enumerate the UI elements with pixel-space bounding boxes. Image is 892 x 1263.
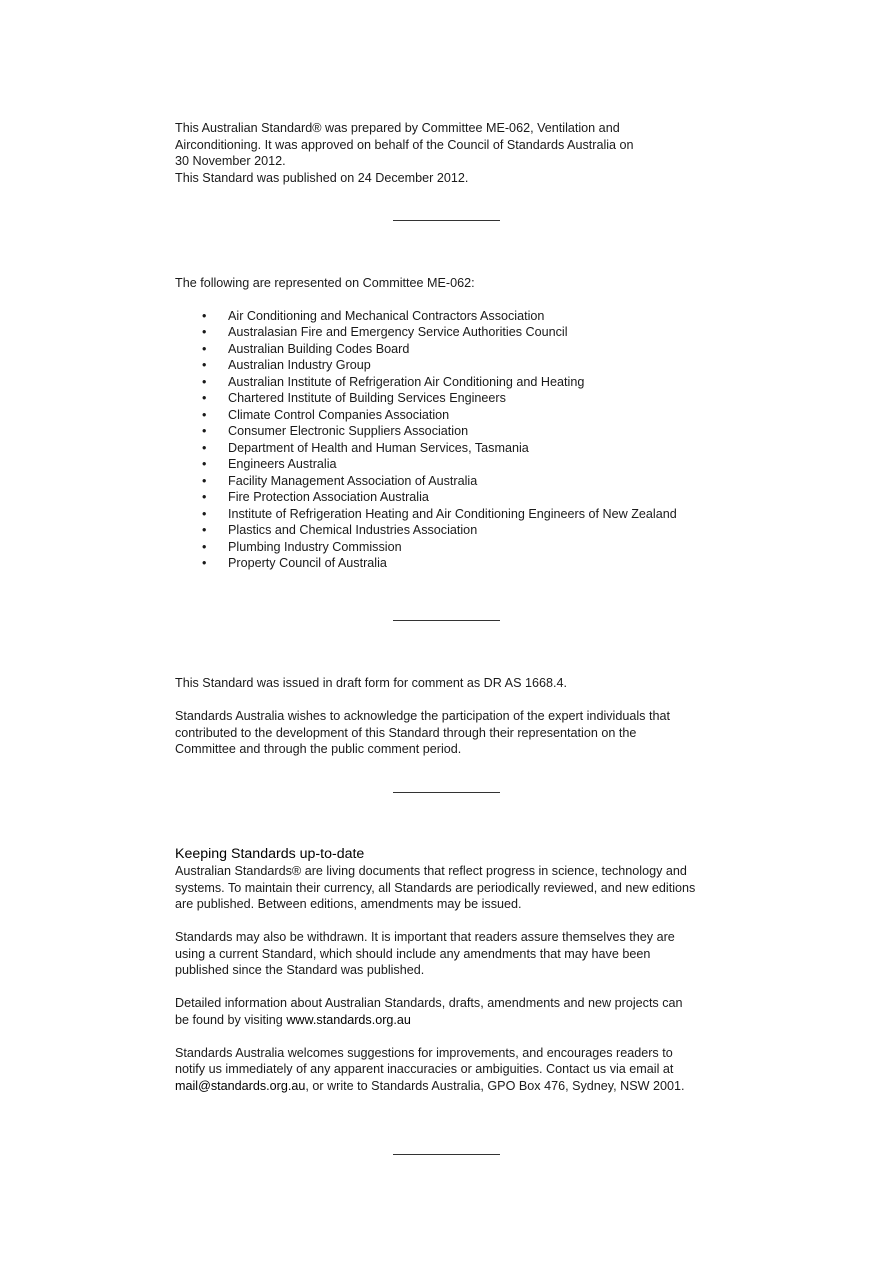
section-heading: Keeping Standards up-to-date bbox=[175, 846, 365, 862]
paragraph-line: published since the Standard was published. bbox=[175, 963, 425, 977]
list-item bbox=[175, 407, 735, 424]
paragraph-line: Australian Standards® are living documents that reflect progress in science, technology and bbox=[175, 864, 687, 878]
list-item bbox=[175, 341, 735, 358]
section-divider bbox=[393, 1154, 500, 1155]
list-item bbox=[175, 324, 735, 341]
list-item bbox=[175, 423, 735, 440]
approval-section bbox=[175, 120, 735, 186]
member-name: Air Conditioning and Mechanical Contractors Association bbox=[228, 308, 545, 323]
member-name: Property Council of Australia bbox=[228, 556, 387, 570]
member-name: Australian Industry Group bbox=[228, 358, 371, 372]
bullet-icon: • bbox=[202, 391, 207, 405]
list-item bbox=[175, 456, 735, 473]
paragraph-text: , or write to Standards Australia, GPO Box 476, Sydney, NSW 2001. bbox=[305, 1078, 685, 1093]
member-name: Plumbing Industry Commission bbox=[228, 539, 402, 554]
paragraph-line: using a current Standard, which should include any amendments that may have been bbox=[175, 946, 651, 961]
member-name: Plastics and Chemical Industries Association bbox=[228, 523, 478, 537]
bullet-icon: • bbox=[202, 358, 207, 372]
list-item bbox=[175, 374, 735, 391]
list-item bbox=[175, 308, 735, 325]
list-item bbox=[175, 522, 735, 539]
bullet-icon: • bbox=[202, 325, 207, 339]
bullet-icon: • bbox=[202, 539, 207, 554]
email-link[interactable]: mail@standards.org.au bbox=[175, 1078, 306, 1093]
member-name: Department of Health and Human Services, Tasmania bbox=[228, 440, 529, 455]
member-name: Engineers Australia bbox=[228, 457, 337, 471]
acknowledgement-line: Standards Australia wishes to acknowledge the participation of the expert individuals that bbox=[175, 709, 670, 723]
paragraph-line: systems. To maintain their currency, all Standards are periodically reviewed, and new editions bbox=[175, 880, 696, 895]
acknowledgement-line: Committee and through the public comment period. bbox=[175, 742, 462, 756]
bullet-icon: • bbox=[202, 341, 207, 356]
list-item bbox=[175, 440, 735, 457]
paragraph-line: are published. Between editions, amendments may be issued. bbox=[175, 897, 522, 911]
keeping-standards-section bbox=[175, 846, 735, 1094]
paragraph-line: notify us immediately of any apparent inaccuracies or ambiguities. Contact us via email at bbox=[175, 1062, 674, 1076]
bullet-icon: • bbox=[202, 308, 207, 323]
bullet-icon: • bbox=[202, 407, 207, 422]
committee-section bbox=[175, 275, 735, 572]
member-name: Australian Building Codes Board bbox=[228, 341, 410, 356]
publication-date: This Standard was published on 24 December 2012. bbox=[175, 170, 469, 185]
list-item bbox=[175, 489, 735, 506]
paragraph-text: be found by visiting bbox=[175, 1012, 287, 1027]
bullet-icon: • bbox=[202, 440, 207, 455]
list-item bbox=[175, 539, 735, 556]
section-divider bbox=[393, 220, 500, 221]
list-item bbox=[175, 555, 735, 572]
website-link[interactable]: www.standards.org.au bbox=[286, 1012, 411, 1027]
member-name: Institute of Refrigeration Heating and Air Conditioning Engineers of New Zealand bbox=[228, 506, 677, 521]
bullet-icon: • bbox=[202, 473, 207, 488]
bullet-icon: • bbox=[202, 556, 207, 570]
acknowledgement-line: contributed to the development of this Standard through their representation on the bbox=[175, 725, 637, 740]
member-name: Australian Institute of Refrigeration Air Conditioning and Heating bbox=[228, 374, 585, 389]
member-name: Australasian Fire and Emergency Service Authorities Council bbox=[228, 325, 568, 339]
member-name: Facility Management Association of Australia bbox=[228, 473, 478, 488]
paragraph-line: Detailed information about Australian Standards, drafts, amendments and new projects can bbox=[175, 996, 683, 1010]
draft-section bbox=[175, 675, 735, 758]
paragraph-line bbox=[175, 1078, 735, 1095]
list-item bbox=[175, 390, 735, 407]
member-name: Chartered Institute of Building Services Engineers bbox=[228, 391, 506, 405]
list-item bbox=[175, 473, 735, 490]
member-name: Consumer Electronic Suppliers Association bbox=[228, 424, 469, 438]
paragraph-line: Standards Australia welcomes suggestions for improvements, and encourages readers to bbox=[175, 1045, 673, 1060]
member-name: Fire Protection Association Australia bbox=[228, 490, 429, 504]
bullet-icon: • bbox=[202, 457, 207, 471]
paragraph-line bbox=[175, 1012, 735, 1029]
committee-member-list bbox=[175, 308, 735, 572]
bullet-icon: • bbox=[202, 506, 207, 521]
approval-line: This Australian Standard® was prepared by Committee ME-062, Ventilation and bbox=[175, 121, 620, 135]
bullet-icon: • bbox=[202, 424, 207, 438]
paragraph-line: Standards may also be withdrawn. It is important that readers assure themselves they are bbox=[175, 930, 675, 944]
draft-notice: This Standard was issued in draft form for comment as DR AS 1668.4. bbox=[175, 676, 567, 690]
committee-intro: The following are represented on Committee ME-062: bbox=[175, 276, 475, 290]
list-item bbox=[175, 357, 735, 374]
bullet-icon: • bbox=[202, 490, 207, 504]
approval-line: 30 November 2012. bbox=[175, 154, 286, 168]
member-name: Climate Control Companies Association bbox=[228, 407, 450, 422]
approval-line: Airconditioning. It was approved on behalf of the Council of Standards Australia on bbox=[175, 137, 634, 152]
section-divider bbox=[393, 620, 500, 621]
bullet-icon: • bbox=[202, 523, 207, 537]
bullet-icon: • bbox=[202, 374, 207, 389]
section-divider bbox=[393, 792, 500, 793]
list-item bbox=[175, 506, 735, 523]
